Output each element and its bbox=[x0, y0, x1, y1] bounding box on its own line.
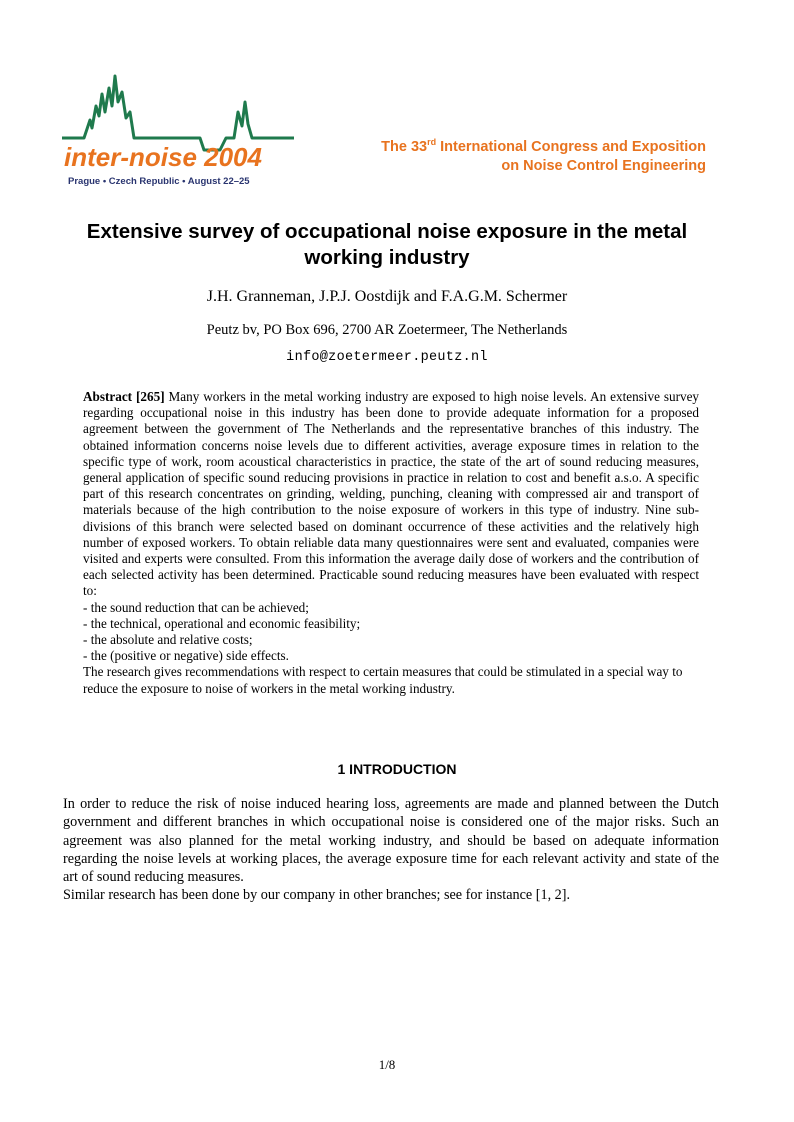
contact-email: info@zoetermeer.peutz.nl bbox=[286, 350, 488, 365]
section-heading-introduction: 1 INTRODUCTION bbox=[337, 761, 457, 777]
skyline-logo-graphic bbox=[62, 72, 294, 192]
abstract-list-item: - the sound reduction that can be achieved; bbox=[83, 599, 309, 615]
congress-title bbox=[381, 138, 706, 176]
introduction-paragraph-2: Similar research has been done by our company in other branches; see for instance [1, 2]. bbox=[63, 887, 571, 904]
abstract-label: Abstract [265] bbox=[83, 389, 165, 404]
introduction-paragraph-1: In order to reduce the risk of noise induced hearing loss, agreements are made and planned between the Dutch government and different branches in which occupational noise is considered one of the major risks. Such an agreement was also planned for the metal working industry, and should be based on adequate information regarding the noise levels at working places, the average exposure time for each relevant activity and state of the art of sound reducing measures. bbox=[63, 796, 719, 886]
paper-authors: J.H. Granneman, J.P.J. Oostdijk and F.A.G.M. Schermer bbox=[206, 288, 568, 305]
abstract-list-item: - the (positive or negative) side effects. bbox=[83, 648, 289, 664]
abstract-text: Many workers in the metal working industry are exposed to high noise levels. An extensive survey regarding occupational noise in this industry has been done to provide adequate information for a proposed agreement between the government of The Netherlands and the representative branches of this industry. The obtained information concerns noise levels due to different activities, average exposure times in relation to the specific type of work, room acoustical characteristics in practice, the state of the art of sound reducing measures, general application of specific sound reducing provisions in practice in relation to cost and benefit a.s.o. A specific part of this research concentrates on grinding, welding, punching, cleaning with compressed air and transport of materials because of the high contribution to the noise exposure of workers in this type of industry. Nine sub-divisions of this branch were selected based on dominant occurrence of these activities and the relatively high number of exposed workers. To obtain reliable data many questionnaires were sent and evaluated, companies were visited and experts were consulted. From this information the average daily dose of workers and the contribution of each selected activity has been determined. Practicable sound reducing measures have been evaluated with respect to: bbox=[83, 389, 700, 599]
ordinal-suffix: rd bbox=[427, 137, 437, 148]
abstract-block bbox=[83, 389, 699, 697]
inter-noise-logo bbox=[62, 72, 294, 192]
abstract-paragraph bbox=[83, 389, 699, 600]
logo-skyline-line bbox=[62, 76, 294, 150]
paper-title: Extensive survey of occupational noise exposure in the metal working industry bbox=[86, 220, 688, 269]
page-number: 1/8 bbox=[378, 1057, 396, 1072]
logo-tagline: Prague • Czech Republic • August 22–25 bbox=[68, 176, 250, 187]
congress-title-line2: on Noise Control Engineering bbox=[501, 158, 706, 174]
abstract-list-item: - the technical, operational and economic feasibility; bbox=[83, 615, 361, 631]
introduction-body bbox=[63, 795, 719, 905]
abstract-list-item: - the absolute and relative costs; bbox=[83, 632, 253, 648]
paper-affiliation: Peutz bv, PO Box 696, 2700 AR Zoetermeer, The Netherlands bbox=[206, 322, 568, 338]
logo-wordmark: inter-noise 2004 bbox=[64, 142, 262, 172]
congress-title-line1: The 33rd International Congress and Exposition bbox=[381, 137, 706, 155]
abstract-closing: The research gives recommendations with respect to certain measures that could be stimulated in a special way to reduce the exposure to noise of workers in the metal working industry. bbox=[83, 664, 683, 696]
